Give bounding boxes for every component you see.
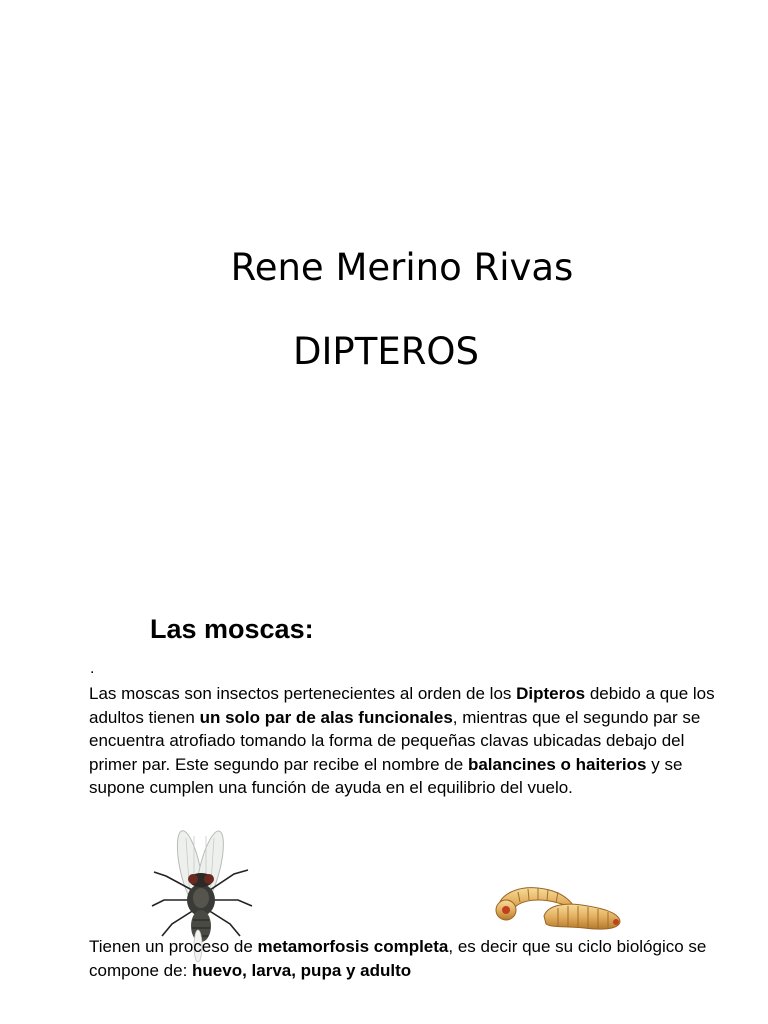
bold-term: un solo par de alas funcionales: [199, 707, 453, 727]
author-name: Rene Merino Rivas: [230, 246, 574, 289]
paragraph-text: , mientras que el segundo par se encuentra atrofiado tomando la forma de pequeñas clavas ubicadas debajo del primer par. Este segundo par recibe el nombre de: [89, 707, 701, 774]
paragraph-metamorphosis: [89, 935, 729, 982]
paragraph-text: Tienen un proceso de: [89, 937, 258, 956]
section-heading: Las moscas:: [150, 614, 314, 644]
bold-term: Dipteros: [516, 684, 586, 703]
document-title: DIPTEROS: [293, 330, 480, 373]
bullet-dot: .: [90, 660, 95, 677]
bold-term: balancines o haiterios: [467, 754, 647, 774]
paragraph-text: , es decir que su ciclo biológico se compone de:: [89, 937, 707, 980]
bold-term: metamorfosis completa: [257, 937, 449, 956]
paragraph-flies-description: [89, 682, 729, 800]
paragraph-text: Las moscas son insectos pertenecientes al orden de los: [89, 684, 517, 703]
bold-term: huevo, larva, pupa y adulto: [192, 960, 412, 980]
paragraph-text: y se supone cumplen una función de ayuda en el equilibrio del vuelo.: [89, 754, 683, 797]
paragraph-text: debido a que los adultos tienen: [89, 684, 715, 727]
larva-illustration: [488, 876, 628, 936]
